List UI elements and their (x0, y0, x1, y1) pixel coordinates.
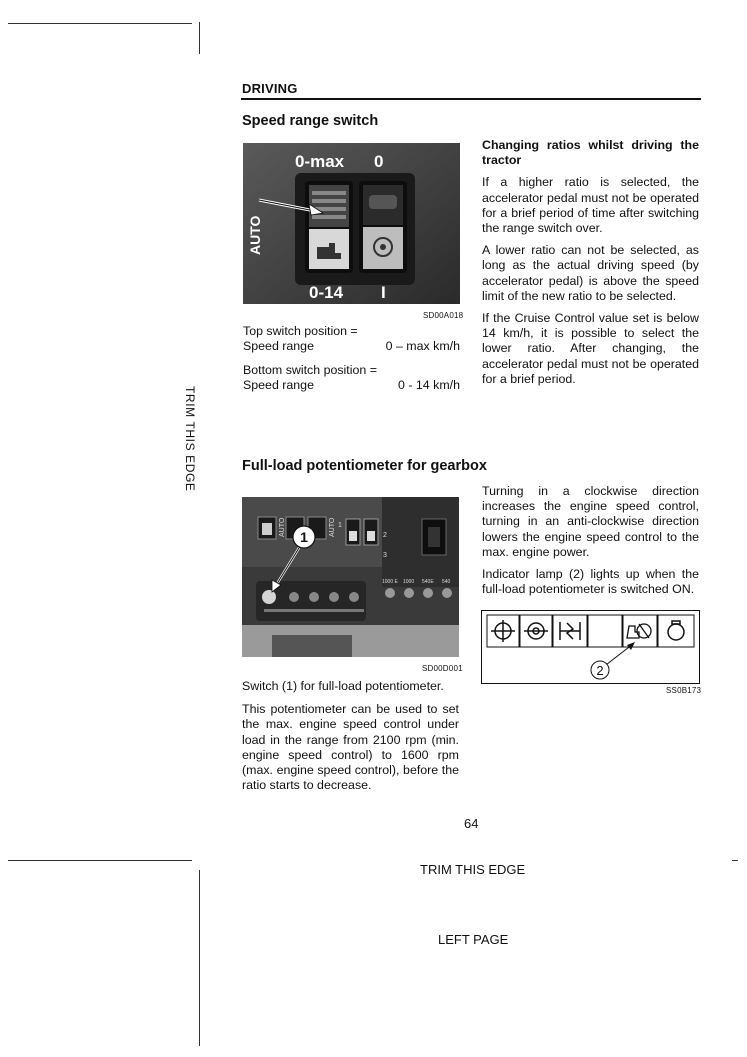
trim-mark-bottom-vertical (199, 870, 200, 1046)
potentiometer-photo (242, 497, 459, 657)
paragraph-turning: Turning in a clockwise direction increases the engine speed control, turning in an anti-clockwise direction lowers the engine speed control to the max. engine power. (482, 484, 699, 559)
position-top-value: 0 – max km/h (385, 339, 460, 354)
page-number: 64 (464, 816, 479, 831)
trim-mark-bottom (8, 860, 192, 861)
figure-code-sd00a018: SD00A018 (423, 311, 464, 320)
photo-label-n2: 2 (383, 532, 387, 539)
section2-title: Full-load potentiometer for gearbox (242, 458, 487, 474)
switch-label-I: I (381, 283, 386, 302)
switch-label-0-14: 0-14 (309, 283, 344, 302)
position-top-key: Speed range (243, 339, 314, 354)
position-bottom-label: Bottom switch position = (243, 362, 377, 377)
section-header: DRIVING (242, 81, 298, 96)
photo-label-g2: 1000 (403, 579, 415, 585)
switch-label-0-max: 0-max (295, 152, 345, 171)
trim-mark-top (8, 23, 192, 24)
photo-label-n1: 1 (338, 522, 342, 529)
potentiometer-text (242, 679, 459, 800)
photo-label-auto2: AUTO (329, 517, 336, 537)
switch-positions (243, 324, 460, 394)
indicator-lamp-panel (481, 610, 700, 684)
figure-code-sd00d001: SD00D001 (422, 664, 463, 673)
potentiometer-paragraph: This potentiometer can be used to set the max. engine speed control under load in the range from 2100 rpm (min. engine speed control) to 1600 rpm (max. engine speed control), before the ratio starts to decrease. (242, 702, 459, 793)
photo-label-n3: 3 (383, 552, 387, 559)
photo-label-g3: 540E (422, 579, 434, 585)
changing-ratios-text (482, 138, 699, 394)
photo-label-g4: 540 (442, 579, 451, 585)
left-page-label: LEFT PAGE (438, 932, 509, 947)
trim-edge-bottom-label: TRIM THIS EDGE (420, 862, 526, 877)
callout-2: 2 (596, 663, 604, 678)
trim-mark-top-vertical (199, 22, 200, 54)
photo-label-auto1: AUTO (279, 517, 286, 537)
figure-code-ss0b173: SS0B173 (666, 686, 702, 695)
paragraph-lower-ratio: A lower ratio can not be selected, as long as the actual driving speed (by accelerator pedal) is above the speed limit of the new ratio to be selected. (482, 243, 699, 303)
paragraph-higher-ratio: If a higher ratio is selected, the accelerator pedal must not be operated for a brief period of time after switching the range switch over. (482, 175, 699, 236)
trim-edge-vertical-label: TRIM THIS EDGE (183, 386, 197, 492)
paragraph-indicator-lamp: Indicator lamp (2) lights up when the full-load potentiometer is switched ON. (482, 567, 699, 597)
callout-1: 1 (300, 529, 308, 545)
potentiometer-right-text (482, 484, 699, 604)
speed-range-switch-photo (243, 143, 460, 304)
potentiometer-caption: Switch (1) for full-load potentiometer. (242, 679, 444, 693)
trim-mark-right (732, 860, 738, 861)
switch-label-0: 0 (374, 152, 384, 171)
paragraph-cruise-control: If the Cruise Control value set is below 14 km/h, it is possible to select the lower ratio. After changing, the accelerator pedal must not be operated for a brief period. (482, 311, 699, 386)
photo-label-g1: 1000 E (382, 579, 398, 585)
position-bottom-key: Speed range (243, 378, 314, 393)
position-bottom-value: 0 - 14 km/h (398, 378, 460, 393)
position-top-label: Top switch position = (243, 324, 358, 338)
switch-label-auto: AUTO (247, 215, 263, 255)
header-rule (241, 98, 701, 100)
changing-ratios-heading: Changing ratios whilst driving the tractor (482, 138, 699, 168)
section1-title: Speed range switch (242, 113, 379, 129)
